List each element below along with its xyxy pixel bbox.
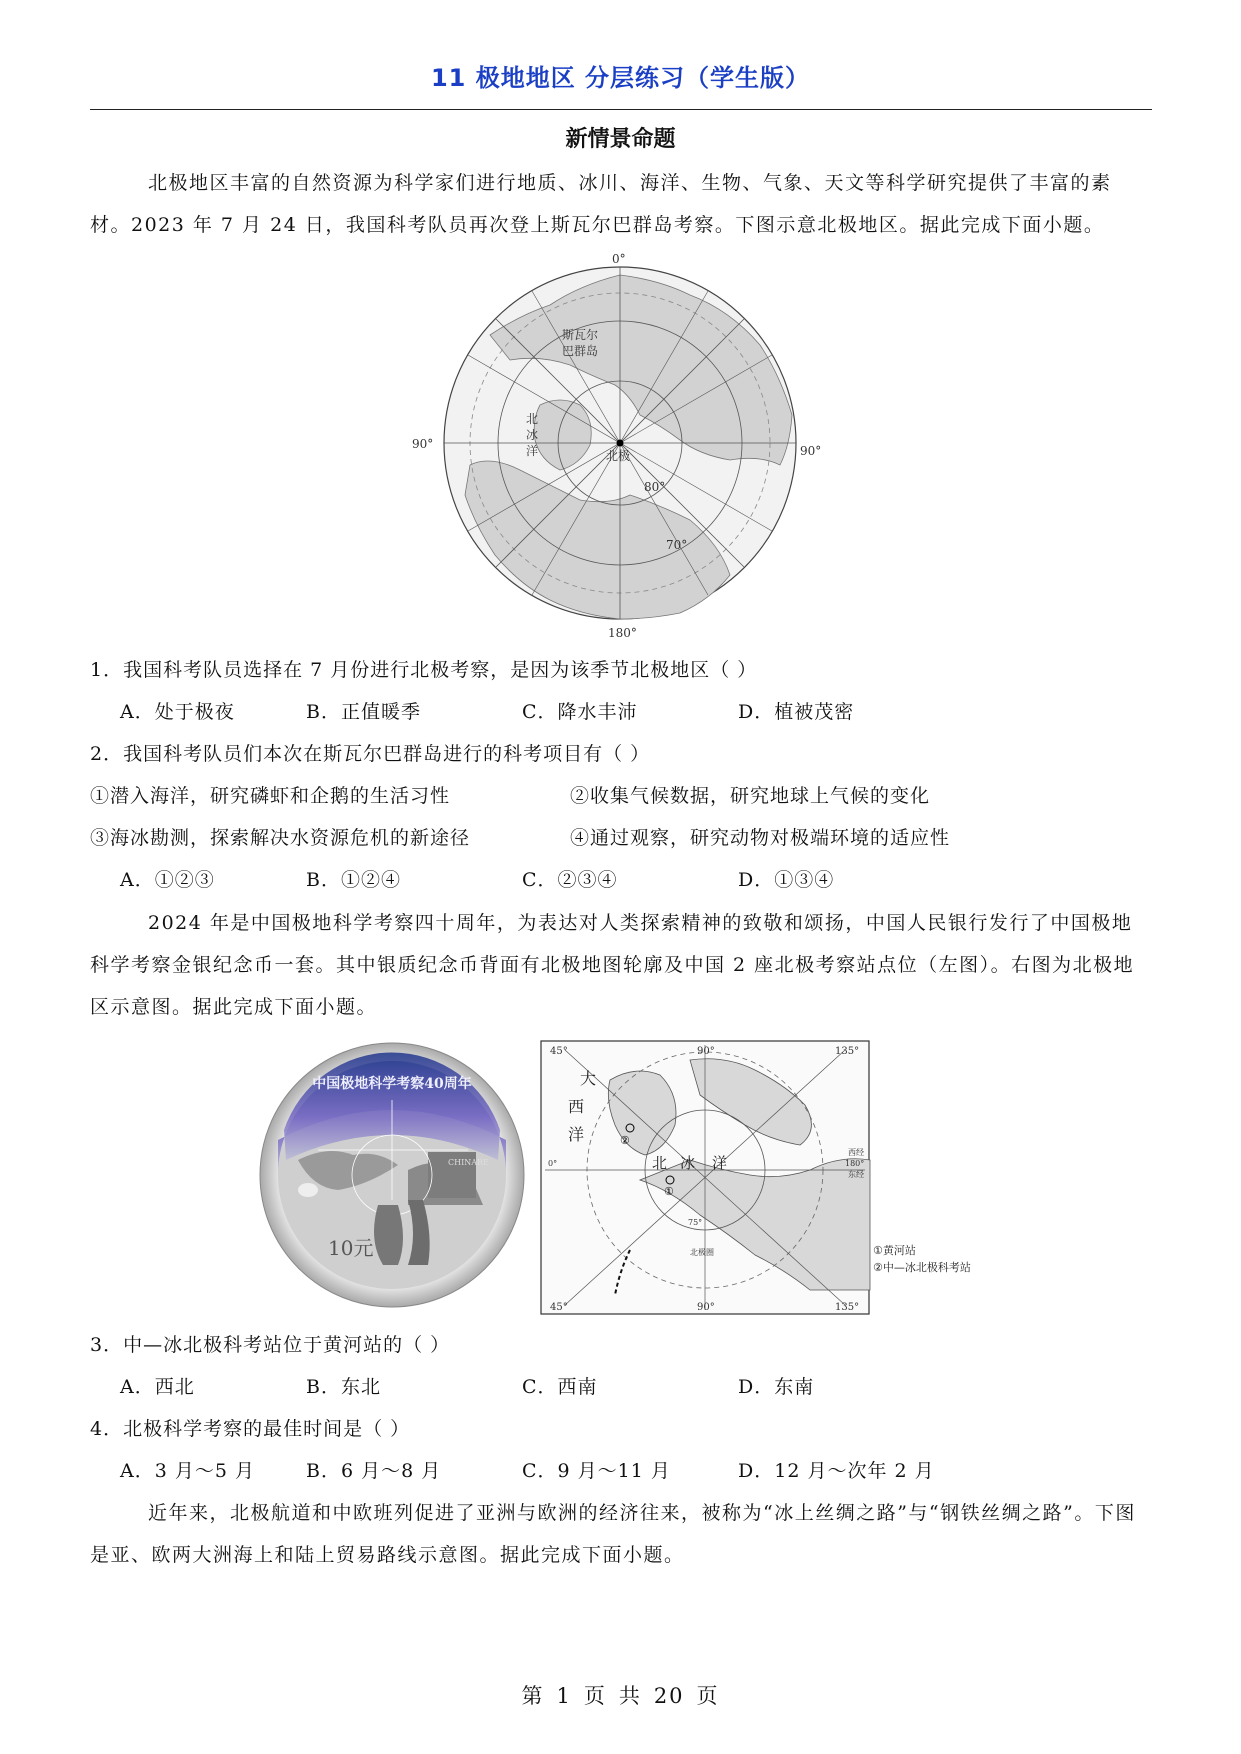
label-70deg: 70° — [666, 538, 688, 552]
label-ocean-3: 洋 — [526, 444, 539, 458]
north-pole-dot — [617, 440, 624, 447]
q1-option-a[interactable]: A．处于极夜 — [120, 701, 235, 723]
q2-option-c[interactable]: C．②③④ — [522, 869, 618, 891]
question-2-stem: 2．我国科考队员们本次在斯瓦尔巴群岛进行的科考项目有（ ） — [90, 743, 651, 765]
legend-station-2: ②中—冰北极科考站 — [873, 1261, 971, 1274]
q2-item-2: ②收集气候数据，研究地球上气候的变化 — [570, 785, 931, 807]
page-title: 11 极地地区 分层练习（学生版） — [430, 64, 811, 92]
footer-page-number: 1 — [556, 1684, 572, 1708]
map2-station-1-label: ① — [664, 1185, 674, 1198]
passage-3: 近年来，北极航道和中欧班列促进了亚洲与欧洲的经济往来，被称为“冰上丝绸之路”与“钢铁丝绸之路”。下图是亚、欧两大洲海上和陆上贸易路线示意图。据此完成下面小题。 — [90, 1502, 1136, 1566]
label-90e: 90° — [800, 444, 822, 458]
q4-option-c[interactable]: C．9 月～11 月 — [522, 1460, 671, 1482]
q2-option-a[interactable]: A．①②③ — [120, 869, 215, 891]
footer-di: 第 — [521, 1684, 545, 1708]
passage-1: 北极地区丰富的自然资源为科学家们进行地质、冰川、海洋、生物、气象、天文等科学研究提供了丰富的素材。2023 年 7 月 24 日，我国科考队员再次登上斯瓦尔巴群岛考察。下图示意北极地区。据此完成下面小题。 — [90, 172, 1112, 236]
label-svalbard-2: 巴群岛 — [562, 344, 599, 358]
map2-arctic-2: 冰 — [680, 1154, 696, 1172]
q1-option-b[interactable]: B．正值暖季 — [306, 701, 421, 723]
map2-label-90-bottom: 90° — [697, 1302, 715, 1313]
label-180deg: 180° — [608, 626, 637, 640]
arctic-map-2 — [540, 1040, 870, 1315]
map2-atlantic-3: 洋 — [568, 1125, 585, 1144]
q2-option-d[interactable]: D．①③④ — [738, 869, 835, 891]
map2-label-east: 东经 — [848, 1170, 864, 1179]
map2-arctic-1: 北 — [652, 1154, 668, 1172]
map2-label-0: 0° — [548, 1159, 558, 1168]
coin-value: 10元 — [328, 1236, 374, 1260]
q3-option-d[interactable]: D．东南 — [738, 1376, 815, 1398]
map2-label-90-top: 90° — [697, 1046, 715, 1057]
page-footer — [0, 1680, 1241, 1710]
map2-atlantic-2: 西 — [568, 1097, 585, 1116]
legend-station-1: ①黄河站 — [873, 1244, 916, 1257]
q3-option-a[interactable]: A．西北 — [120, 1376, 195, 1398]
question-4-stem: 4．北极科学考察的最佳时间是（ ） — [90, 1418, 411, 1440]
q3-option-c[interactable]: C．西南 — [522, 1376, 598, 1398]
footer-gong: 共 — [618, 1684, 642, 1708]
q2-item-4: ④通过观察，研究动物对极端环境的适应性 — [570, 827, 951, 849]
map2-label-135-bottom: 135° — [835, 1302, 860, 1313]
map2-label-75: 75° — [688, 1218, 703, 1227]
passage-2: 2024 年是中国极地科学考察四十周年，为表达对人类探索精神的致敬和颂扬，中国人民银行发行了中国极地科学考察金银纪念币一套。其中银质纪念币背面有北极地图轮廓及中国 2 座北极考察站点位（左图）。右图为北极地区示意图。据此完成下面小题。 — [90, 912, 1135, 1018]
map2-atlantic-1: 大 — [580, 1069, 597, 1088]
arctic-map-1 — [412, 252, 822, 640]
map2-station-2-label: ② — [620, 1134, 630, 1147]
map2-arctic-3: 洋 — [712, 1154, 728, 1172]
q3-option-b[interactable]: B．东北 — [306, 1376, 381, 1398]
section-title: 新情景命题 — [565, 126, 676, 152]
map2-label-45-bottom: 45° — [550, 1302, 568, 1313]
question-1-stem: 1．我国科考队员选择在 7 月份进行北极考察，是因为该季节北极地区（ ） — [90, 659, 758, 681]
map2-label-180: 180° — [845, 1159, 865, 1168]
footer-ye-2: 页 — [696, 1684, 720, 1708]
q2-item-3: ③海冰勘测，探索解决水资源危机的新途径 — [90, 827, 471, 849]
label-svalbard-1: 斯瓦尔 — [562, 328, 599, 342]
q4-option-d[interactable]: D．12 月～次年 2 月 — [738, 1460, 935, 1482]
label-80deg: 80° — [644, 480, 666, 494]
coin-ship-label: CHINARE — [448, 1158, 489, 1167]
label-90w: 90° — [412, 437, 434, 451]
footer-ye: 页 — [583, 1684, 607, 1708]
map2-legend — [873, 1242, 971, 1276]
question-3-stem: 3．中—冰北极科考站位于黄河站的（ ） — [90, 1334, 451, 1356]
q2-item-1: ①潜入海洋，研究磷虾和企鹅的生活习性 — [90, 785, 451, 807]
label-0deg: 0° — [612, 252, 626, 266]
label-ocean-1: 北 — [526, 412, 539, 426]
q1-option-d[interactable]: D．植被茂密 — [738, 701, 855, 723]
header-rule — [90, 109, 1152, 110]
q4-option-a[interactable]: A．3 月～5 月 — [120, 1460, 255, 1482]
label-ocean-2: 冰 — [526, 428, 539, 442]
map2-label-arctic-circle: 北极圈 — [690, 1248, 714, 1257]
map2-label-west: 西经 — [848, 1148, 864, 1157]
footer-total-pages: 20 — [653, 1684, 685, 1708]
map2-label-135-top: 135° — [835, 1046, 860, 1057]
commemorative-coin-image — [258, 1040, 526, 1310]
label-north-pole: 北极 — [606, 449, 631, 463]
map2-label-45-top: 45° — [550, 1046, 568, 1057]
q4-option-b[interactable]: B．6 月～8 月 — [306, 1460, 442, 1482]
coin-arc-text: 中国极地科学考察40周年 — [312, 1076, 472, 1092]
q1-option-c[interactable]: C．降水丰沛 — [522, 701, 638, 723]
q2-option-b[interactable]: B．①②④ — [306, 869, 401, 891]
